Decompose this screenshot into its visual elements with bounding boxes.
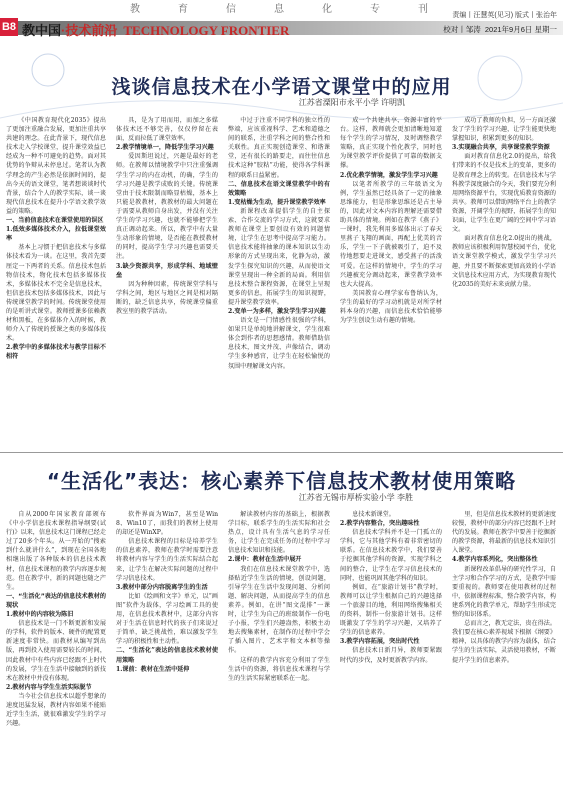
banner-char: 化	[322, 4, 334, 15]
paragraph: 比如《绘画和文字》单元，以“画图”软件为载体，学习绘画工具的使用，在信息技术教材中，这部分内容对于生活在信息时代的孩子们来说过于简单，缺乏挑战性，难以激发学生学习的积极性和主动性。	[116, 592, 218, 646]
article-1-column-3	[228, 116, 330, 446]
paragraph: 具，是为了用而用，而加之多媒体技术还不够完善，仅仅停留在表面，反而拉低了课堂效率。	[116, 117, 218, 143]
paragraph: 里，但是信息技术教材的更新速度较慢，教材中的部分内容已经跟不上时代的发展。教师在教学中要善于挖掘新的教学资源，将最新的信息技术知识引入课堂。	[452, 511, 556, 555]
paragraph: 新课程改革倡导的研究性学习，自主学习和合作学习的方式，是教学中需要重视的。教师要在使用教材的过程中，依据课程标准，整合教学内容，构建系列化的教学单元，帮助学生形成完整的知识体系。	[452, 565, 556, 619]
article-2-column-4	[340, 510, 442, 802]
paragraph: 成一个共建共享、资源丰富的平台。这样，教师就会更加清晰地知道每个学生的学习情况，及时调整教学策略，真正实现个性化教学，同时也为课堂教学评价提供了可靠的数据支撑。	[340, 117, 442, 170]
paragraph: 总而言之，教无定法，贵在得法。我们要在核心素养视域下根据《纲要》精神，以具体的教学内容为载体，结合学生的生活实际，灵活使用教材，不断提升学生的信息素养。	[452, 620, 556, 664]
subheading: 2.变单一为多样，激发学生学习兴趣	[228, 307, 326, 315]
banner-char: 教	[130, 4, 142, 15]
page-number: B8	[0, 18, 18, 36]
subheading: 1.低效多媒体技术介入，拉低课堂效率	[6, 226, 106, 243]
paragraph: 中过于注重不同学科的独立性的弊端，应该重视科学、艺术和道德之间的联系，注重学科之间的整合性和关联性。真正实现创造课堂、和谐课堂，还有很长的路要走，而往往信息技术这种“胶粘”功能，使得各学科课程的联系日益紧密。	[228, 117, 330, 179]
subheading: 3.教材中部分内容脱离学生的生活	[116, 583, 208, 591]
article-divider	[0, 452, 563, 453]
subheading: 二、“生活化”表达的信息技术教材使用策略	[116, 647, 218, 664]
subheading: 2.教学内容整合，突出趣味性	[340, 520, 420, 528]
section-title	[22, 20, 289, 39]
paragraph: 基本上习惯于把信息技术与多媒体技术看为一谈。在这里，我首先要厘定一下两者的关系。信息技术包括物信技术，物化技术包括多媒体技术，多媒体技术不完全是信息技术，但信息技术包括多媒体技术，因此与传统课堂教学的时间。传统课堂使用的是听讲式课堂。教师授课多依赖教材和黑板，在多媒体介入的时候，教师介入了传统的授课之类的多媒体技术。	[6, 244, 106, 343]
editor-line: 责编丨汪慧英(见习) 版式丨张治年	[452, 12, 557, 19]
subheading: 2.课中：教材在生活中展开	[228, 556, 302, 564]
article-1-byline: 江苏省溧阳市永平小学 许明凯	[298, 98, 405, 107]
subheading: 3.教学内容拓展，突出时代性	[340, 638, 420, 646]
article-1-column-1	[6, 116, 106, 446]
article-2-headline: “生活化”表达：核心素养下信息技术教材使用策略	[46, 469, 517, 493]
paragraph: 语文是一门情感性很强的学科，如果只是单纯地讲解课文，学生很难体会到作者的思想感情。教师借助信息技术，图文并茂、声像结合，调动学生多种感官，让学生在轻松愉悦的氛围中理解课文内容。	[228, 317, 330, 370]
paragraph: 面对教育信息化2.0的提出，给我们带来的不仅是技术上的变革，更多的是教育理念上的转变。在信息技术与学科教学深度融合的今天，我们要充分利用网络资源平台，实现优质教育资源的共享。教师可以借助网络平台上的教学资源，开阔学生的视野，拓展学生的知识面，让学生在更广阔的空间中学习语文。	[452, 153, 556, 234]
paragraph: 例如，在“旅游计划书”教学时，教师可以让学生根据自己的兴趣选择一个旅游目的地，利用网络搜集相关的资料，制作一份旅游计划书。这样既激发了学生的学习兴趣，又培养了学生的信息素养。	[340, 583, 442, 637]
paragraph: 软件界面为Win7，甚至是Win8、Win10了，而我们的教材上使用的却还是WinXP。	[116, 511, 218, 537]
banner-char: 育	[178, 4, 190, 15]
paragraph: 当今社会信息技术以超乎想象的速度迅猛发展，教材内容如果不能贴近学生生活，就很难激发学生的学习兴趣。	[6, 692, 106, 728]
banner-char: 刊	[418, 4, 430, 15]
subheading: 3.缺少资源共享，形成学科、地域壁垒	[116, 262, 218, 279]
article-2-column-3	[228, 510, 330, 802]
article-1-column-4	[340, 116, 442, 446]
banner-char: 专	[370, 4, 382, 15]
subheading: 1.变枯燥为生动，提升课堂教学效率	[228, 198, 326, 206]
subheading: 1.课前：教材在生活中延伸	[116, 665, 190, 673]
subheading: 4.教学内容系列化，突出整体性	[452, 556, 538, 564]
issue-date	[443, 24, 557, 35]
paragraph: 信息技术是一门不断更新和发展的学科，软件的版本、硬件的配置更新速度非常快。而教材从编写到出版，再到投入使用需要较长的时间，因此教材中有些内容已经跟不上时代的发展，学生在生活中接触到的新技术在教材中并没有体现。	[6, 620, 106, 682]
subheading: 2.优化教学情境，激发学生学习兴趣	[340, 171, 438, 179]
paragraph: 自从2000年国家教育部颁布《中小学信息技术课程指导纲要(试行)》以来，信息技术这门课程已经走过了20多个年头。从一开始的“搜索到什么就讲什么”，到现在全国各地相继出版了各种版本的信息技术教材，信息技术课程的教学内容逐步规范。但在教学中，新的问题也随之产生。	[6, 511, 106, 591]
proof-line: 校对丨邹涛	[443, 25, 481, 34]
subheading: 一、当前信息技术在课堂使用的误区	[6, 217, 104, 225]
paragraph: 这样的教学内容充分利用了学生生活中的资源，将信息技术课程与学生的生活实际紧密联系在一起。	[228, 656, 330, 682]
article-1-column-5	[452, 116, 556, 446]
article-2-column-2	[116, 510, 218, 802]
paragraph: 我们在信息技术课堂教学中，选择贴近学生生活的情境，创设问题，引导学生在生活中发现问题、分析问题、解决问题，从而提高学生的信息素养。例如，在讲“图文混排”一课时，让学生为自己的班级制作一份电子小报，学生们兴趣盎然，积极主动地去搜集素材，在制作的过程中学会了插入图片、艺术字和文本框等操作。	[228, 565, 330, 655]
paragraph: 爱因斯坦说过，兴趣是最好的老师。在教师以情境教学中只注重强调学生学习的内在动机，的确，学生的学习兴趣是教学成败的关键。传统课堂由于技术限制而略显枯燥，基本上只能是教教材，教教材的最大问题在于需要从教师自身出发，并没有关注学生的学习兴趣，也就不能够把学生真正调动起来。所以，教学中有大量生动形象的情境，是否能在教授教材的同时，提高学生学习兴趣也需要关注。	[116, 153, 218, 261]
paragraph: 成功了教师的负担，另一方面还激发了学生的学习兴趣，让学生能更快地掌握知识，积累到更多的知识。	[452, 117, 556, 143]
subheading: 一、“生活化”表达的信息技术教材的现状	[6, 592, 106, 609]
paragraph: 《中国教育现代化2035》提出了更加注重融合发展，更加注重共享共建的理念。在此背景下，现代信息技术走入学校课堂，提升课堂效益已经成为一种不可避免的趋势。面对其优势的争辩从未停息过。笔者认为教学理念的产生必然是依据时间的，提出今天的语文课堂，笔者想谈谈时代背景，结合个人的教学实际，谈一谈现代信息技术在提升小学语文教学效益的策略。	[6, 117, 106, 215]
paragraph: 新课程改革提倡学生的自主探索、合作交流的学习方式，这就要求教师在课堂上要创设有效的问题情境，让学生在思考中提高学习能力。信息技术能将抽象的课本知识以生动形象的方式呈现出来，化静为动，激发学生探究知识的兴趣，从而使语文课堂呈现出一种全新的局面。利用信息技术整合课程资源，在课堂上呈现更多的信息，拓展学生的知识视野，提升课堂教学效率。	[228, 207, 330, 306]
paragraph: 信息技术日新月异，教师要紧跟时代的步伐，及时更新教学内容。	[340, 647, 442, 664]
article-1-headline: 浅谈信息技术在小学语文课堂中的应用	[111, 76, 452, 98]
paragraph: 美国教育心理学家布鲁纳认为，学生的最好的学习动机就是对所学材料本身的兴趣，而信息技术恰恰能够为学生创设生动有趣的情境。	[340, 289, 442, 325]
banner-char: 信	[226, 4, 238, 15]
article-2-byline: 江苏省无锡市厚桥实验小学 李胜	[298, 493, 413, 502]
paragraph: 因为种种因素，传统课堂学科与学科之间，地区与地区之间是相对隔断的，缺乏信息共享，传统课堂偏重教室里的教学活动。	[116, 280, 218, 315]
subheading: 2.教学中的多媒体技术与教学目标不相符	[6, 344, 106, 361]
banner-char: 息	[274, 4, 286, 15]
section-title-en: TECHNOLOGY FRONTIER	[123, 23, 290, 38]
subheading: 二、信息技术在语文课堂教学中的有效策略	[228, 180, 330, 197]
paragraph: 面对教育信息化2.0提出的挑战，教师应该积极利用智慧校园平台，优化语文课堂教学模式，激发学生学习兴趣，并且要不断探索更加高效的小学语文信息技术应用方式，为实现教育现代化2035的美好未来贡献力量。	[452, 235, 556, 288]
paragraph: 信息技术课程的目标是培养学生的信息素养，教师在教学时需要注意将教材内容与学生的生活实际结合起来，让学生在解决实际问题的过程中学习信息技术。	[116, 538, 218, 582]
paragraph: 息技术新课堂。	[352, 511, 395, 518]
section-title-cn: 教中国	[22, 23, 62, 38]
date-text: 2021年9月6日 星期一	[484, 25, 557, 34]
subheading: 3.实现融合共享，共享课堂教学资源	[452, 144, 550, 152]
masthead-banner	[118, 0, 448, 13]
article-2-column-1	[6, 510, 106, 802]
subheading: 2.教材内容与学生生活实际脱节	[6, 683, 92, 691]
paragraph: 信息技术学科并不是一门孤立的学科，它与其他学科有着非常密切的联系。在信息技术教学中，我们要善于挖掘其他学科的资源，实现学科之间的整合，让学生在学习信息技术的同时，也能巩固其他学科的知识。	[340, 529, 442, 582]
article-2-column-5	[452, 510, 556, 802]
paragraph: 解读教材内容的基础上，根据教学目标，联系学生的生活实际和社会热点，设计具有生活气息的学习任务，让学生在完成任务的过程中学习信息技术知识和技能。	[228, 511, 330, 555]
subheading: 2.教学情境单一，降低学生学习兴趣	[116, 144, 214, 152]
subheading: 1.教材中的内容较为陈旧	[6, 611, 74, 619]
masthead	[0, 0, 563, 38]
masthead-credits	[452, 10, 557, 21]
section-title-red: ·技术前沿	[61, 23, 118, 38]
article-1-column-2	[116, 116, 218, 446]
paragraph: 以笔者所教学的三年级语文为例，学生虽然已经具备了一定的抽象思维能力，但是形象思维还是占主导的，因此对文本内容的理解还需要借助具体的情境。例如在教学《燕子》一课时，我先利用多媒体出示了春天里燕子飞翔的画面，再配上优美的音乐，学生一下子就被吸引了，迫不及待地想要走进课文，感受燕子的活泼可爱。在这样的情境中，学生的学习兴趣被充分调动起来，课堂教学效率也大大提高。	[340, 180, 442, 288]
